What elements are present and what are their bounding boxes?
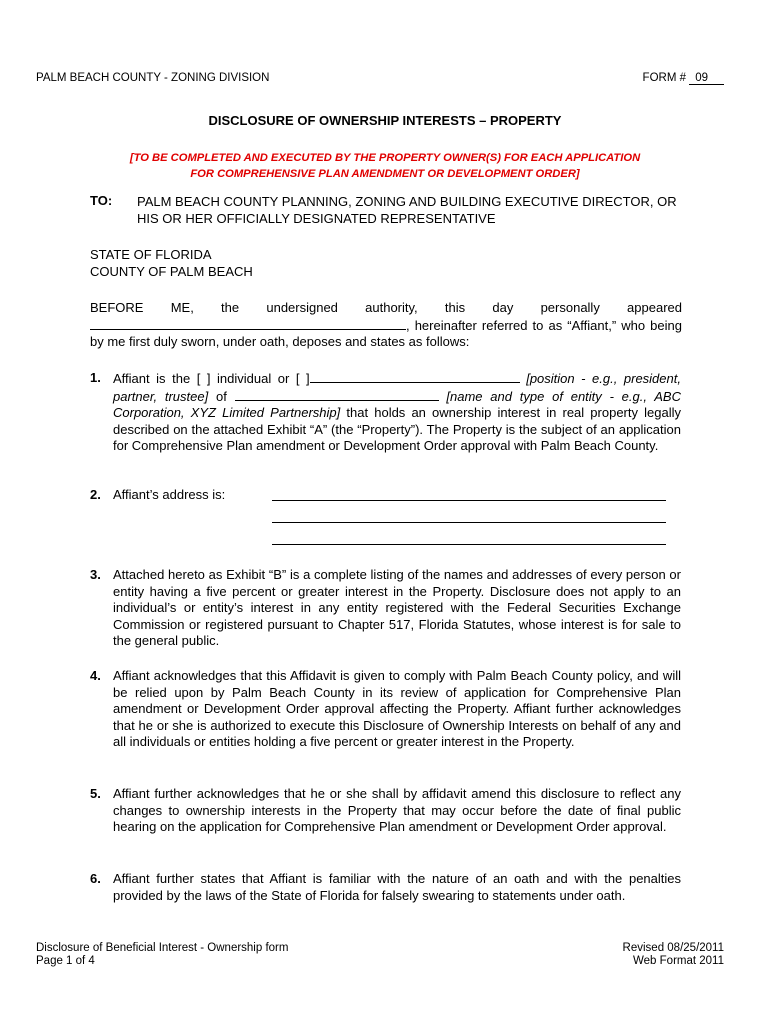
venue-county: COUNTY OF PALM BEACH xyxy=(90,264,253,279)
address-line-2 xyxy=(272,522,666,523)
form-number: 09 xyxy=(689,72,724,85)
item-1-number: 1. xyxy=(90,370,101,385)
to-label: TO: xyxy=(90,193,113,208)
item-1-part-d: [name and type of entity - e.g., ABC Corporation, XYZ Limited Partnership] xyxy=(113,388,681,420)
instructions-line-2: FOR COMPREHENSIVE PLAN AMENDMENT OR DEVELOPMENT ORDER] xyxy=(190,168,580,180)
footer-format: Web Format 2011 xyxy=(633,955,724,967)
item-1-part-c: of xyxy=(216,388,227,404)
instructions xyxy=(60,150,710,182)
item-5-text: Affiant further acknowledges that he or she shall by affidavit amend this disclosure to reflect any changes to ownership interests in the Property that may occur before the date of final public hearing on the application for Comprehensive Plan amendment or Development Order approval. xyxy=(113,786,681,834)
intro-line-2: , hereinafter referred to as “Affiant,” who being by me first duly sworn, under oath, deposes and states as follows: xyxy=(90,317,682,349)
item-4-text: Affiant acknowledges that this Affidavit is given to comply with Palm Beach County policy, and will be relied upon by Palm Beach County in its review of application for Comprehensive Plan amendment or Development Order approval affecting the Property. Affiant further acknowledges that he or she is authorized to execute this Disclosure of Ownership Interests on behalf of any and all individuals or entities holding a five percent or greater interest in the Property. xyxy=(113,668,681,749)
item-3-text: Attached hereto as Exhibit “B” is a complete listing of the names and addresses of every person or entity having a five percent or greater interest in the Property. Disclosure does not apply to an individual’s or entity’s interest in any entity registered with the Federal Securities Exchange Commission or registered pursuant to Chapter 517, Florida Statutes, whose interest is for sale to the general public. xyxy=(113,567,681,648)
to-recipient: PALM BEACH COUNTY PLANNING, ZONING AND BUILDING EXECUTIVE DIRECTOR, OR HIS OR HER OFFICIALLY DESIGNATED REPRESENTATIVE xyxy=(137,194,677,226)
item-1-part-e: that holds an ownership interest in real property legally described on the attached Exhibit “A” (the “Property”). The Property is the subject of an application for Comprehensive Plan amendment or Development Order approval with Palm Beach County. xyxy=(113,405,681,453)
position-blank xyxy=(310,370,520,383)
item-4-number: 4. xyxy=(90,668,101,683)
header-division: PALM BEACH COUNTY - ZONING DIVISION xyxy=(36,72,270,84)
venue-state: STATE OF FLORIDA xyxy=(90,247,212,262)
form-label: FORM # xyxy=(642,72,686,84)
item-3-number: 3. xyxy=(90,567,101,582)
address-line-1 xyxy=(272,500,666,501)
item-2-number: 2. xyxy=(90,487,101,502)
item-5-number: 5. xyxy=(90,786,101,801)
venue xyxy=(90,246,253,280)
item-1-text xyxy=(113,370,681,455)
header-form-number xyxy=(643,72,724,85)
item-1-part-a: Affiant is the [ ] individual or [ ] xyxy=(113,371,310,386)
item-2-text: Affiant’s address is: xyxy=(113,487,226,502)
intro-paragraph xyxy=(90,300,682,351)
instructions-line-1: [TO BE COMPLETED AND EXECUTED BY THE PROPERTY OWNER(S) FOR EACH APPLICATION xyxy=(129,152,641,164)
page-title: DISCLOSURE OF OWNERSHIP INTERESTS – PROPERTY xyxy=(208,113,562,128)
affiant-name-blank xyxy=(90,317,406,330)
item-6-text: Affiant further states that Affiant is familiar with the nature of an oath and with the penalties provided by the laws of the State of Florida for falsely swearing to statements under oath. xyxy=(113,871,681,903)
footer-revised: Revised 08/25/2011 xyxy=(622,942,724,954)
footer-right xyxy=(623,942,724,968)
intro-line-1: BEFORE ME, the undersigned authority, this day personally appeared xyxy=(90,300,682,315)
address-line-3 xyxy=(272,544,666,545)
entity-blank xyxy=(235,388,439,401)
footer-left xyxy=(36,942,288,968)
footer-page: Page 1 of 4 xyxy=(36,955,95,967)
footer-form-name: Disclosure of Beneficial Interest - Ownership form xyxy=(36,942,289,954)
item-1-part-b: [position - e.g., president, partner, trustee] xyxy=(113,371,681,404)
item-6-number: 6. xyxy=(90,871,101,886)
